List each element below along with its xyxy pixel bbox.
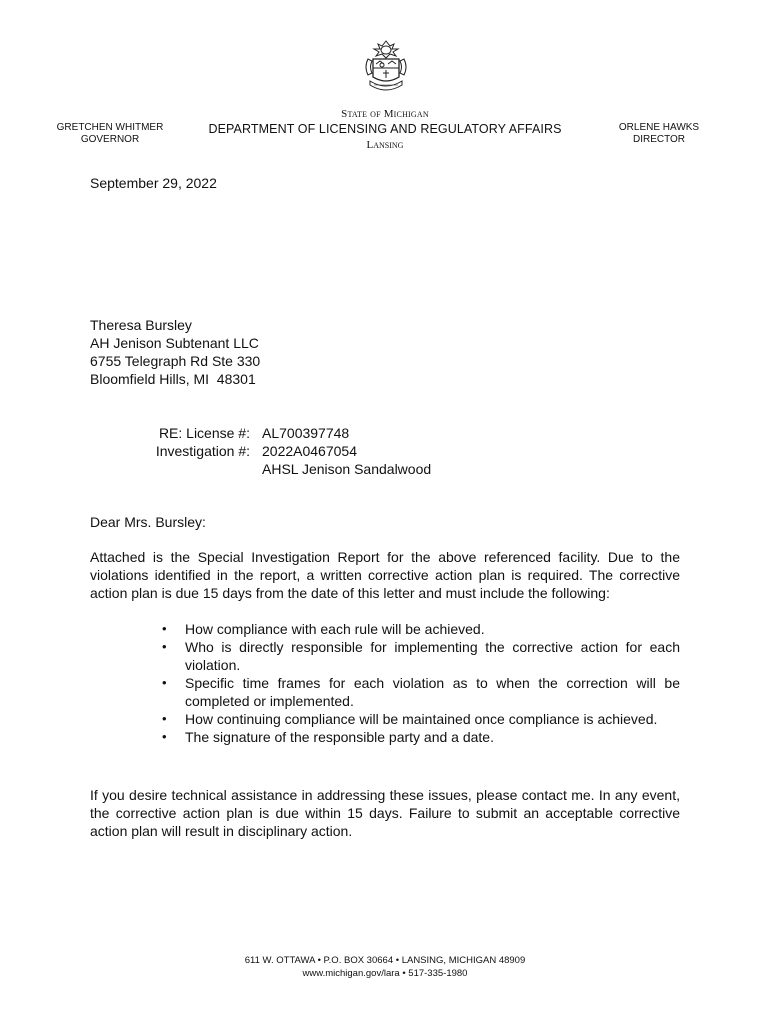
salutation: Dear Mrs. Bursley:	[90, 514, 206, 530]
governor-block	[52, 122, 168, 146]
governor-title: GOVERNOR	[80, 134, 140, 145]
bullet-icon: •	[162, 639, 167, 654]
reference-block	[90, 424, 590, 478]
bullet-icon: •	[162, 621, 167, 636]
michigan-state-seal-icon	[358, 37, 414, 97]
director-block	[606, 122, 712, 146]
body-paragraph-1: Attached is the Special Investigation Report for the above referenced facility. Due to the violations identified in the report, a written corrective action plan is required. The corrective action plan is due 15 days from the date of this letter and must include the following:	[90, 549, 680, 601]
recipient-street: 6755 Telegraph Rd Ste 330	[90, 353, 261, 369]
list-item: • Who is directly responsible for implementing the corrective action for each violation.	[162, 639, 680, 673]
governor-name: GRETCHEN WHITMER	[56, 122, 164, 133]
director-name: ORLENE HAWKS	[618, 122, 700, 133]
investigation-label: Investigation #:	[155, 443, 250, 459]
footer-contact: www.michigan.gov/lara • 517-335-1980	[302, 968, 468, 979]
investigation-row	[90, 442, 590, 460]
recipient-company: AH Jenison Subtenant LLC	[90, 335, 259, 351]
license-row	[90, 424, 590, 442]
list-item: • How compliance with each rule will be achieved.	[162, 621, 485, 637]
recipient-name: Theresa Bursley	[90, 317, 192, 333]
city-line: Lansing	[366, 139, 404, 151]
department-name: DEPARTMENT OF LICENSING AND REGULATORY AFFAIRS	[208, 122, 562, 136]
license-label: RE: License #:	[158, 425, 250, 441]
list-item: • The signature of the responsible party and a date.	[162, 729, 494, 745]
facility-name: AHSL Jenison Sandalwood	[262, 461, 432, 477]
bullet-icon: •	[162, 675, 167, 690]
state-line: State of Michigan	[341, 108, 429, 120]
requirements-list	[160, 620, 680, 746]
list-item: • Specific time frames for each violation as to when the correction will be completed or implemented.	[162, 675, 680, 709]
investigation-number: 2022A0467054	[262, 443, 357, 459]
list-item: • How continuing compliance will be maintained once compliance is achieved.	[162, 711, 658, 727]
letter-date: September 29, 2022	[90, 175, 217, 191]
license-number: AL700397748	[262, 425, 350, 441]
director-title: DIRECTOR	[632, 134, 686, 145]
bullet-icon: •	[162, 711, 167, 726]
body-paragraph-2: If you desire technical assistance in addressing these issues, please contact me. In any event, the corrective action plan is due within 15 days. Failure to submit an acceptable corrective action plan will result in disciplinary action.	[90, 787, 680, 839]
recipient-city: Bloomfield Hills, MI 48301	[90, 371, 256, 387]
bullet-icon: •	[162, 729, 167, 744]
recipient-address	[90, 316, 260, 388]
footer-address: 611 W. OTTAWA • P.O. BOX 30664 • LANSING, MICHIGAN 48909	[244, 955, 526, 966]
facility-row	[90, 460, 590, 478]
